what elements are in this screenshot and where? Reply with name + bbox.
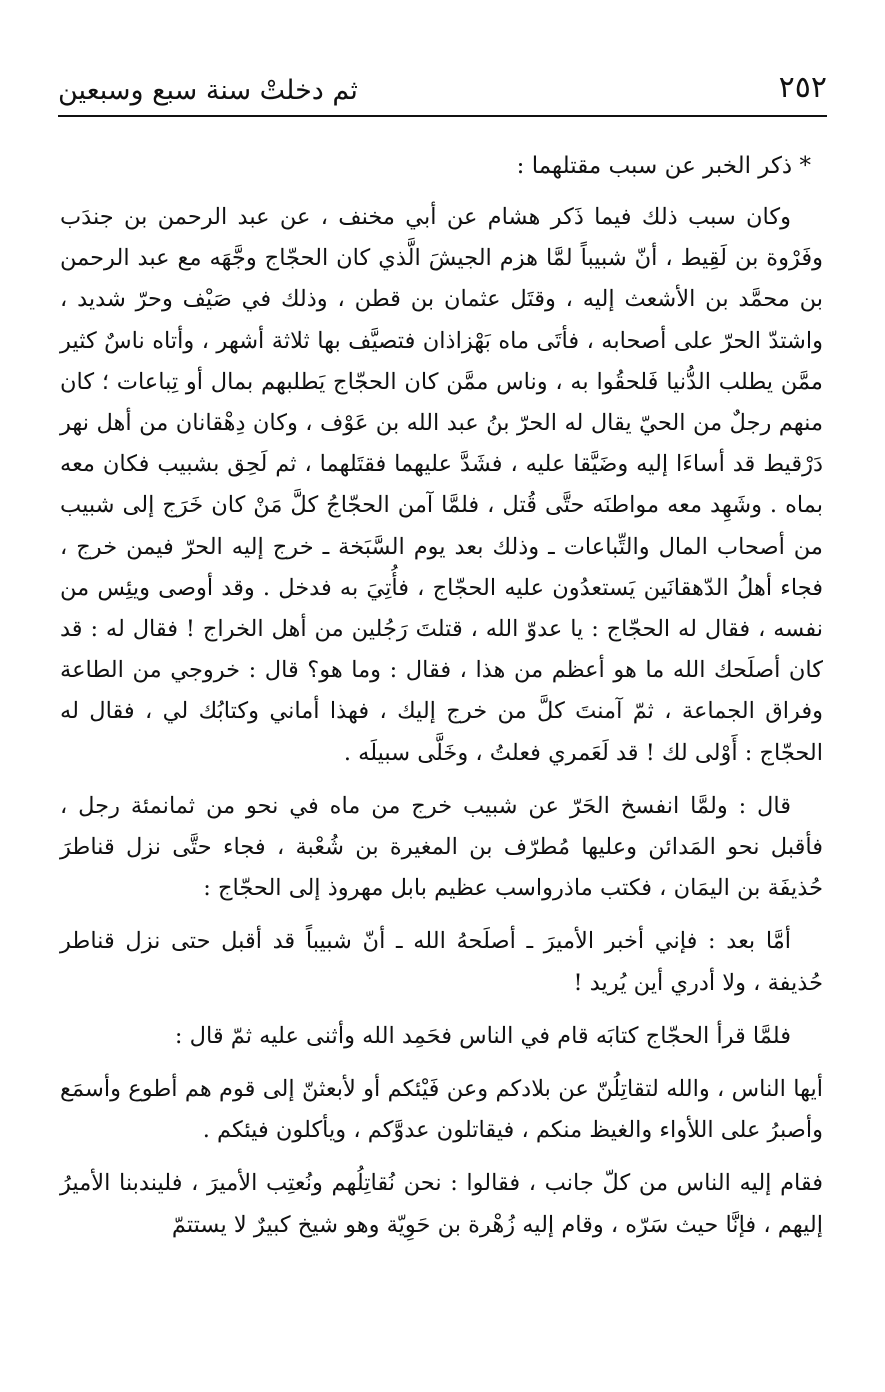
page-body (60, 148, 823, 1258)
paragraph-narrative: وكان سبب ذلك فيما ذَكر هشام عن أبي مخنف ، عن عبد الرحمن بن جندَب وفَرْوة بن لَقِيط ، أنّ شبيباً لمَّا هزم الجيشَ الَّذي كان الحجّاج وجَّهَه مع عبد الرحمن بن محمَّد بن الأشعث إليه ، وقتَل عثمان بن قطن ، وذلك في صَيْف وحرّ شديد ، واشتدّ الحرّ على أصحابه ، فأتَى ماه بَهْزاذان فتصيَّف بها ثلاثة أشهر ، وأتاه ناسٌ كثير ممَّن يطلب الدُّنيا فَلحقُوا به ، وناس ممَّن كان الحجّاج يَطلبهم بمال أو تِباعات ؛ كان منهم رجلٌ من الحيّ يقال له الحرّ بنُ عبد الله بن عَوْف ، وكان دِهْقانان من أهل نهر دَرْقيط قد أساءَا إليه وضَيَّقا عليه ، فشَدَّ عليهما فقتَلهما ، ثم لَحِق بشبيب فكان معه بماه . وشَهِد معه مواطنَه حتَّى قُتل ، فلمَّا آمن الحجّاجُ كلَّ مَنْ كان خَرَج إلى شبيب من أصحاب المال والتِّباعات ـ وذلك بعد يوم السَّبَخة ـ خرج إليه الحرّ فيمن خرج ، فجاء أهلُ الدّهقانَين يَستعدُون عليه الحجّاج ، فأُتِيَ به فدخل . وقد أوصى ويئِس من نفسه ، فقال له الحجّاج : يا عدوّ الله ، قتلتَ رَجُلين من أهل الخراج ! فقال له : قد كان أصلَحك الله ما هو أعظم من هذا ، فقال : وما هو؟ قال : خروجي من الطاعة وفراق الجماعة ، ثمّ آمنتَ كلَّ من خرج إليك ، فهذا أماني وكتابُك لي ، فقال له الحجّاج : أَوْلى لك ! قد لَعَمري فعلتُ ، وخَلَّى سبيلَه . (60, 204, 823, 766)
section-heading: * ذكر الخبر عن سبب مقتلهما : (516, 153, 811, 179)
header-rule (58, 115, 827, 117)
paragraph-speech-intro: فلمَّا قرأ الحجّاج كتابَه قام في الناس فحَمِد الله وأثنى عليه ثمّ قال : (174, 1022, 791, 1049)
paragraph-departure: قال : ولمَّا انفسخ الحَرّ عن شبيب خرج من ماه في نحو من ثمانمئة رجل ، فأقبل نحو المَدائن وعليها مُطرّف بن المغيرة بن شُعْبة ، فجاء حتَّى نزل قناطرَ حُذيفَة بن اليمَان ، فكتب ماذرواسب عظيم بابل مهروذ إلى الحجّاج : (60, 792, 823, 902)
page-number: ٢٥٢ (778, 70, 827, 105)
running-title: ثم دخلتْ سنة سبع وسبعين (58, 75, 358, 106)
paragraph-letter: أمَّا بعد : فإني أخبر الأميرَ ـ أصلَحهُ الله ـ أنّ شبيباً قد أقبل حتى نزل قناطر حُذيفة ، ولا أدري أين يُريد ! (60, 928, 823, 996)
paragraph-response: فقام إليه الناس من كلّ جانب ، فقالوا : نحن نُقاتِلُهم ونُعتِب الأميرَ ، فليندبنا الأميرُ إليهم ، فإنَّا حيث سَرّه ، وقام إليه زُهْرة بن حَوِيّة وهو شيخ كبيرٌ لا يستتمّ (60, 1170, 823, 1238)
paragraph-speech: أيها الناس ، والله لتقاتِلُنّ عن بلادكم وعن فَيْئكم أو لأبعثنّ إلى قوم هم أطوع وأسمَع وأصبرُ على اللأواء والغيظ منكم ، فيقاتلون عدوَّكم ، ويأكلون فيئكم . (60, 1076, 823, 1144)
page-header (58, 68, 827, 112)
